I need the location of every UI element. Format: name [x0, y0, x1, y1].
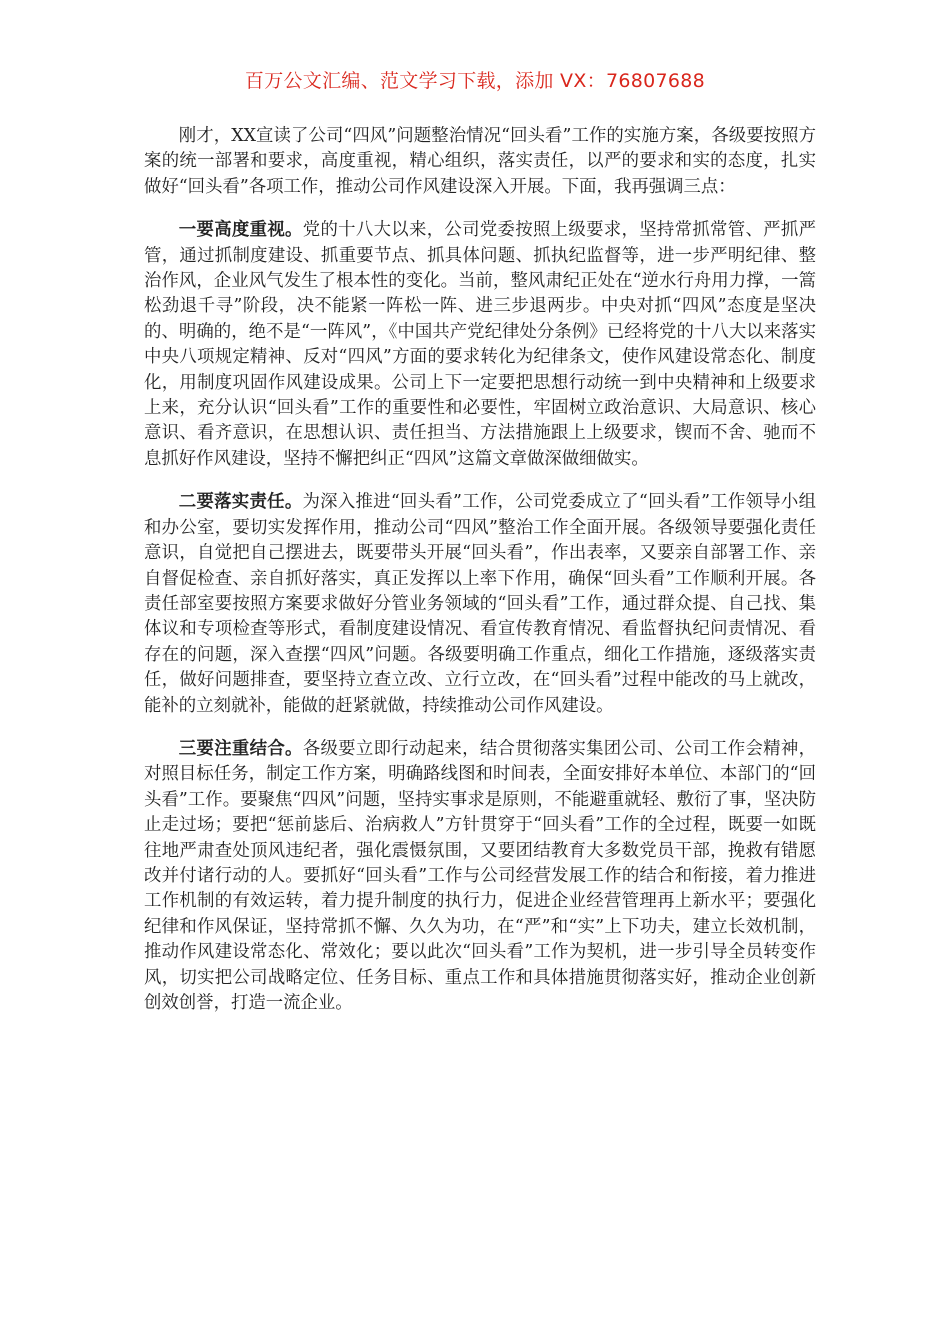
point-text-2: 为深入推进“回头看”工作，公司党委成立了“回头看”工作领导小组和办公室，要切实发挥作用，推动公司“四风”整治工作全面开展。各级领导要强化责任意识，自觉把自己摆进去，既要带头开展“回头看”，作出表率，又要亲自部署工作、亲自督促检查、亲自抓好落实，真正发挥以上率下作用，确保“回头看”工作顺利开展。各责任部室要按照方案要求做好分管业务领域的“回头看”工作，通过群众提、自己找、集体议和专项检查等形式，看制度建设情况、看宣传教育情况、看监督执纪问责情况、看存在的问题，深入查摆“四风”问题。各级要明确工作重点，细化工作措施，逐级落实责任，做好问题排查，要坚持立查立改、立行立改，在“回头看”过程中能改的马上就改，能补的立刻就补，能做的赶紧就做，持续推动公司作风建设。 [144, 492, 816, 716]
point-heading-2: 二要落实责任。 [178, 492, 303, 513]
point-heading-1: 一要高度重视。 [178, 220, 303, 241]
header-banner: 百万公文汇编、范文学习下载，添加 VX：76807688 [244, 70, 706, 92]
point-paragraph-1 [144, 218, 816, 472]
point-heading-3: 三要注重结合。 [178, 738, 303, 759]
point-text-3: 各级要立即行动起来，结合贯彻落实集团公司、公司工作会精神，对照目标任务，制定工作方案，明确路线图和时间表，全面安排好本单位、本部门的“回头看”工作。要聚焦“四风”问题，坚持实事求是原则，不能避重就轻、敷衍了事，坚决防止走过场；要把“惩前毖后、治病救人”方针贯穿于“回头看”工作的全过程，既要一如既往地严肃查处顶风违纪者，强化震慑氛围，又要团结教育大多数党员干部，挽救有错愿改并付诸行动的人。要抓好“回头看”工作与公司经营发展工作的结合和衔接，着力推进工作机制的有效运转，着力提升制度的执行力，促进企业经营管理再上新水平；要强化纪律和作风保证，坚持常抓不懈、久久为功，在“严”和“实”上下功夫，建立长效机制，推动作风建设常态化、常效化；要以此次“回头看”工作为契机，进一步引导全员转变作风，切实把公司战略定位、任务目标、重点工作和具体措施贯彻落实好，推动企业创新创效创誉，打造一流企业。 [144, 738, 816, 1013]
point-paragraph-3 [144, 737, 816, 1016]
point-text-1: 党的十八大以来，公司党委按照上级要求，坚持常抓常管、严抓严管，通过抓制度建设、抓重要节点、抓具体问题、抓执纪监督等，进一步严明纪律、整治作风，企业风气发生了根本性的变化。当前，整风肃纪正处在“逆水行舟用力撑，一篙松劲退千寻”阶段，决不能紧一阵松一阵、进三步退两步。中央对抓“四风”态度是坚决的、明确的，绝不是“一阵风”，《中国共产党纪律处分条例》已经将党的十八大以来落实中央八项规定精神、反对“四风”方面的要求转化为纪律条文，使作风建设常态化、制度化，用制度巩固作风建设成果。公司上下一定要把思想行动统一到中央精神和上级要求上来，充分认识“回头看”工作的重要性和必要性，牢固树立政治意识、大局意识、核心意识、看齐意识，在思想认识、责任担当、方法措施跟上上级要求，锲而不舍、驰而不息抓好作风建设，坚持不懈把纠正“四风”这篇文章做深做细做实。 [144, 220, 816, 469]
document-body [144, 124, 816, 1034]
intro-paragraph: 刚才，XX宣读了公司“四风”问题整治情况“回头看”工作的实施方案，各级要按照方案的统一部署和要求，高度重视，精心组织，落实责任，以严的要求和实的态度，扎实做好“回头看”各项工作，推动公司作风建设深入开展。下面，我再强调三点： [144, 126, 816, 197]
point-paragraph-2 [144, 490, 816, 719]
